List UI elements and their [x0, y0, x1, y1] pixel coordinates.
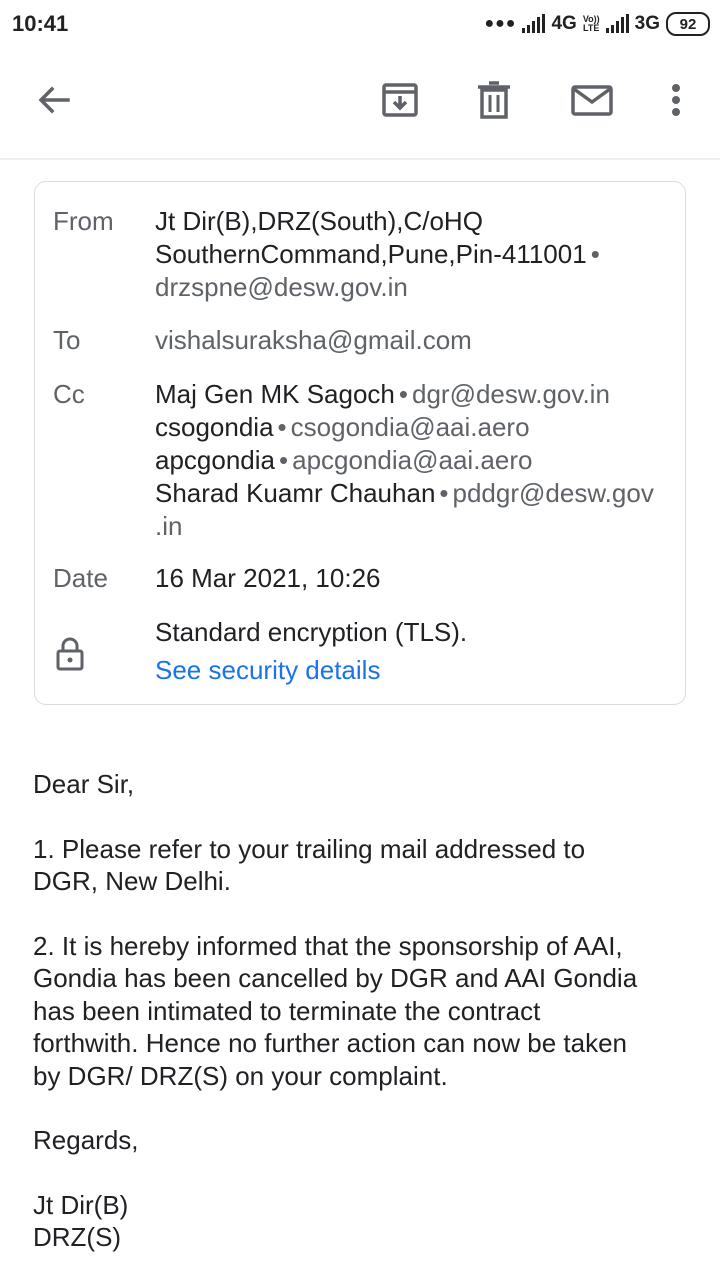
- security-details-link[interactable]: See security details: [155, 655, 381, 685]
- cc-recipient[interactable]: Maj Gen MK Sagoch • dgr@desw.gov.in: [155, 379, 610, 409]
- network-type-1: 4G: [551, 13, 577, 34]
- signature-line: Jt Dir(B): [33, 1189, 129, 1220]
- from-email[interactable]: drzspne@desw.gov.in: [155, 272, 408, 302]
- message-body: [33, 768, 683, 1254]
- paragraph-line: 1. Please refer to your trailing mail addressed to: [33, 833, 586, 864]
- battery-icon: 92: [666, 12, 710, 36]
- back-arrow-icon: [34, 80, 74, 120]
- mark-unread-button[interactable]: [568, 76, 616, 124]
- status-bar: [0, 0, 720, 48]
- paragraph-line: has been intimated to terminate the contract: [33, 995, 541, 1026]
- from-label: From: [53, 206, 114, 236]
- cc-recipient[interactable]: apcgondia • apcgondia@aai.aero: [155, 445, 533, 475]
- from-name-line2-wrap: SouthernCommand,Pune,Pin-411001 •: [155, 239, 600, 269]
- status-time: 10:41: [12, 11, 69, 36]
- to-label: To: [53, 325, 81, 355]
- date-label: Date: [53, 563, 108, 593]
- encryption-info: [155, 616, 669, 687]
- signal-icon-2: [606, 15, 629, 33]
- paragraph-line: forthwith. Hence no further action can now be taken: [33, 1028, 628, 1058]
- date-value: 16 Mar 2021, 10:26: [155, 563, 381, 593]
- more-options-button[interactable]: [652, 76, 700, 124]
- to-email[interactable]: vishalsuraksha@gmail.com: [155, 325, 472, 355]
- lock-icon: [55, 637, 85, 676]
- closing: Regards,: [33, 1125, 139, 1155]
- signature-line: DRZ(S): [33, 1222, 122, 1252]
- cc-recipient[interactable]: csogondia • csogondia@aai.aero: [155, 412, 530, 442]
- delete-button[interactable]: [470, 76, 518, 124]
- cc-email-continuation: .in: [155, 511, 183, 541]
- from-value: [155, 205, 669, 304]
- paragraph-line: by DGR/ DRZ(S) on your complaint.: [33, 1060, 448, 1091]
- message-details-card: [34, 181, 686, 705]
- cc-label: Cc: [53, 379, 85, 409]
- back-button[interactable]: [30, 76, 78, 124]
- status-icons: [484, 10, 710, 38]
- cc-recipient[interactable]: Sharad Kuamr Chauhan • pddgr@desw.gov: [155, 478, 654, 508]
- greeting: Dear Sir,: [33, 769, 135, 799]
- from-name-line2: SouthernCommand,Pune,Pin-411001: [155, 239, 587, 269]
- paragraph-line: DGR, New Delhi.: [33, 866, 231, 896]
- trash-icon: [474, 80, 514, 120]
- more-vert-icon: [670, 80, 682, 120]
- mail-icon: [570, 80, 614, 120]
- toolbar: [0, 48, 720, 160]
- paragraph-line: Gondia has been cancelled by DGR and AAI Gondia: [33, 963, 638, 993]
- cc-list: [155, 378, 669, 543]
- more-notifications-icon: ●●●: [484, 15, 517, 32]
- paragraph-line: 2. It is hereby informed that the sponsorship of AAI,: [33, 930, 623, 961]
- archive-button[interactable]: [376, 76, 424, 124]
- archive-icon: [380, 80, 420, 120]
- from-name-line1: Jt Dir(B),DRZ(South),C/oHQ: [155, 206, 483, 236]
- volte-icon: Vo)) LTE: [582, 14, 600, 33]
- network-type-2: 3G: [634, 13, 660, 34]
- signal-icon: [522, 15, 545, 33]
- encryption-text: Standard encryption (TLS).: [155, 617, 468, 647]
